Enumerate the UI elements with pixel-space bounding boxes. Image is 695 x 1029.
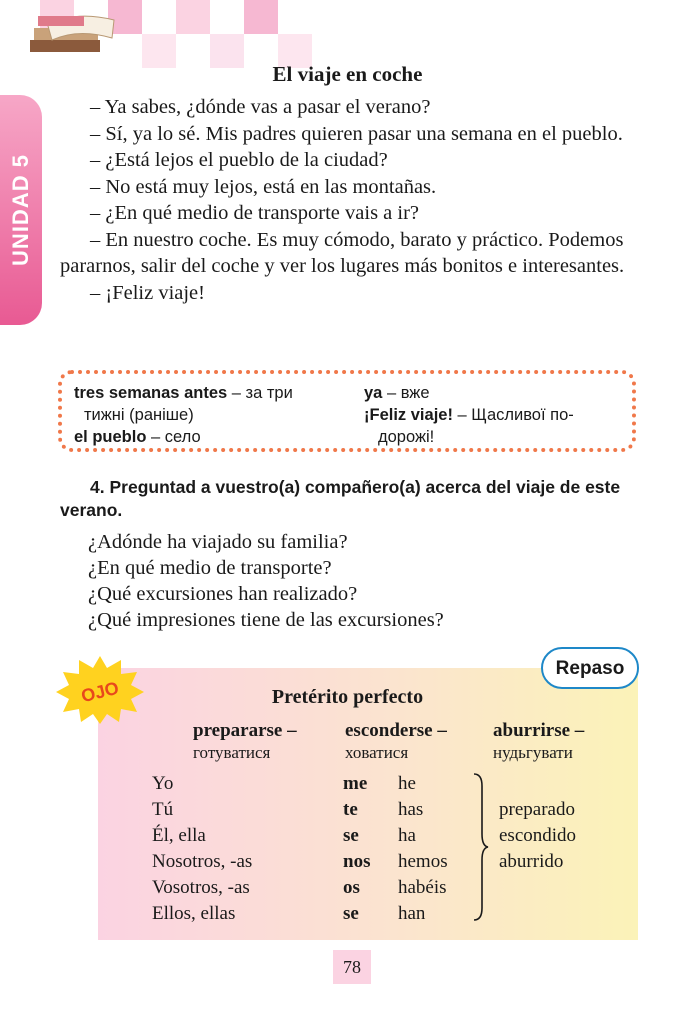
pronoun: Nosotros, -as	[152, 851, 253, 872]
repaso-badge: Repaso	[541, 647, 639, 689]
verb-column	[193, 720, 297, 763]
dialog-text	[60, 94, 640, 306]
vocab-definition: – село	[146, 428, 201, 446]
reflexive-pronoun: te	[343, 799, 358, 820]
reflexive-pronoun: nos	[343, 851, 371, 872]
curly-brace-icon	[470, 772, 490, 922]
participle-column	[499, 797, 576, 875]
reflexive-column	[343, 771, 370, 927]
haber-form: habéis	[398, 877, 447, 898]
haber-form: hemos	[398, 851, 448, 872]
vocab-definition: – за три	[227, 384, 293, 402]
vocab-right-column	[364, 382, 634, 448]
dialog-line: – Ya sabes, ¿dónde vas a pasar el verano?	[90, 96, 431, 118]
vocab-definition: тижні (раніше)	[84, 406, 194, 424]
exercise-instruction	[60, 476, 640, 522]
verb-translation: нудьгувати	[493, 743, 573, 762]
verb-translation: готуватися	[193, 743, 271, 762]
question-item: ¿Qué excursiones han realizado?	[88, 583, 358, 605]
ojo-label: OJO	[79, 677, 121, 707]
exercise-number: 4.	[90, 477, 105, 497]
grammar-title: Pretérito perfecto	[271, 686, 424, 708]
pronoun: Vosotros, -as	[152, 877, 250, 898]
unit-label: UNIDAD 5	[8, 154, 33, 266]
reflexive-pronoun: me	[343, 773, 368, 794]
verb-column	[493, 720, 584, 763]
reflexive-pronoun: os	[343, 877, 360, 898]
question-item: ¿Adónde ha viajado su familia?	[88, 531, 348, 553]
question-item: ¿En qué medio de transporte?	[88, 557, 332, 579]
haber-form: han	[398, 903, 426, 924]
top-decoration	[0, 0, 330, 70]
question-item: ¿Qué impresiones tiene de las excursiones?	[88, 609, 444, 631]
haber-form: he	[398, 773, 416, 794]
participle: aburrido	[499, 851, 564, 872]
dialog-line: – ¿Está lejos el pueblo de la ciudad?	[90, 149, 388, 171]
vocab-definition: – вже	[382, 384, 430, 402]
vocab-left-column	[74, 382, 364, 448]
exercise-text: Preguntad a vuestro(a) compañero(a) acerca del viaje de este verano.	[60, 477, 621, 520]
verb-translation: ховатися	[345, 743, 409, 762]
dialog-line: – Sí, ya lo sé. Mis padres quieren pasar una semana en el pueblo.	[90, 122, 623, 145]
page-number: 78	[333, 950, 371, 984]
vocab-term: ¡Feliz viaje!	[364, 406, 453, 424]
haber-form: ha	[398, 825, 416, 846]
unit-side-tab	[0, 95, 42, 325]
dialog-line: – No está muy lejos, está en las montañas.	[90, 175, 437, 198]
pronoun: Yo	[152, 773, 174, 794]
participle: escondido	[499, 825, 577, 846]
dialog-line: – En nuestro coche. Es muy cómodo, barato y práctico. Podemos pararnos, salir del coche y ver los lugares más bonitos e interesantes.	[60, 228, 625, 277]
vocab-definition: – Щасливої по-	[452, 406, 574, 424]
dialog-line: – ¡Feliz viaje!	[90, 281, 205, 304]
dialog-line: – ¿En qué medio de transporte vais a ir?	[90, 202, 420, 224]
dialog-title: El viaje en coche	[272, 62, 423, 86]
vocab-term: tres semanas antes	[74, 384, 228, 402]
pronoun: Tú	[152, 799, 174, 820]
vocabulary-box	[58, 370, 636, 452]
pronoun: Él, ella	[152, 825, 206, 846]
haber-column	[398, 771, 448, 927]
reflexive-pronoun: se	[343, 825, 359, 846]
vocab-term: el pueblo	[74, 428, 147, 446]
haber-form: has	[398, 799, 424, 820]
pronoun-column	[152, 771, 252, 927]
verb-column	[345, 720, 447, 763]
verb-infinitive: esconderse –	[345, 720, 447, 741]
participle: preparado	[499, 799, 575, 820]
reflexive-pronoun: se	[343, 903, 359, 924]
vocab-definition: дорожі!	[378, 428, 435, 446]
verb-infinitive: prepararse –	[193, 720, 297, 741]
books-icon	[28, 6, 118, 61]
verb-infinitive: aburrirse –	[493, 720, 585, 741]
vocab-term: ya	[364, 384, 383, 402]
question-list	[88, 529, 444, 633]
pronoun: Ellos, ellas	[152, 903, 236, 924]
